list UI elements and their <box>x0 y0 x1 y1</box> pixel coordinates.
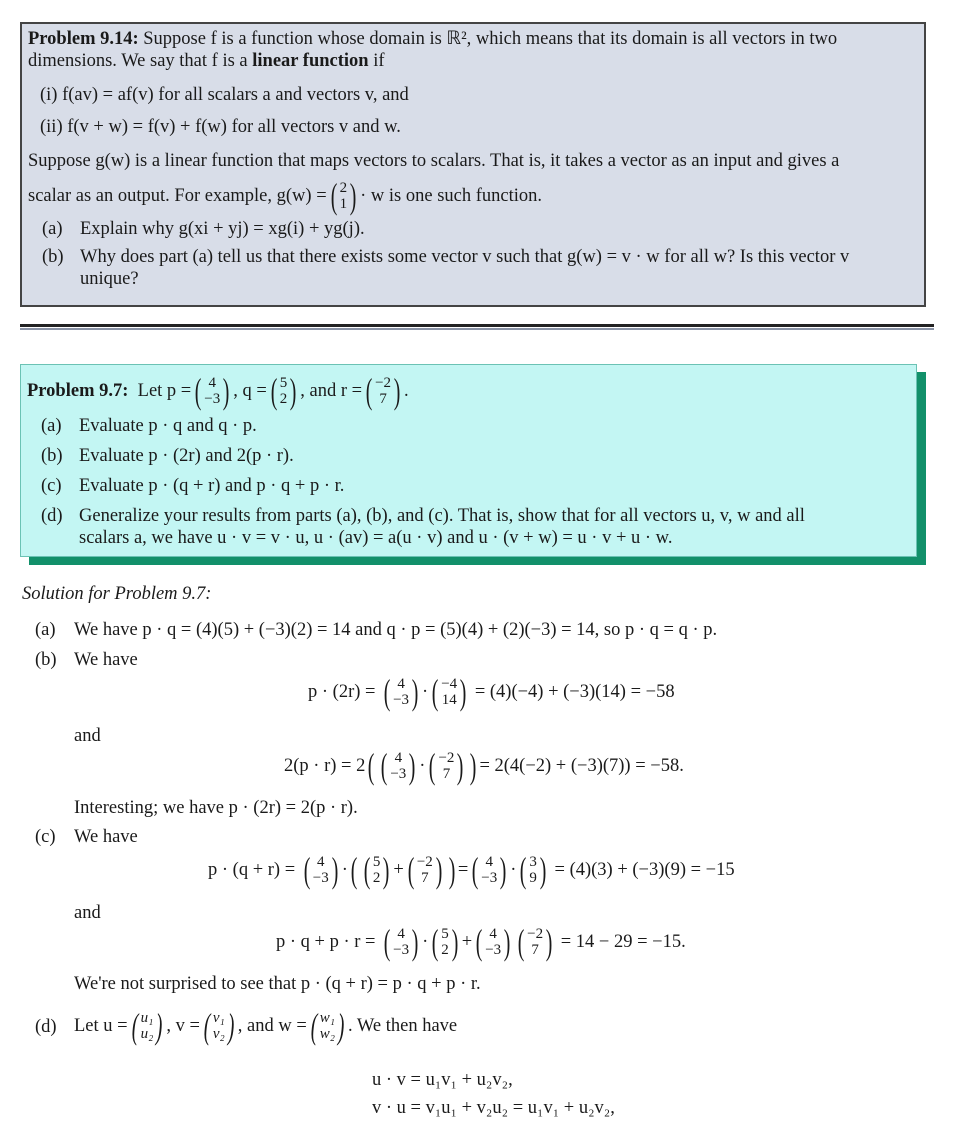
problem-9-14-intro1: Suppose f is a function whose domain is ℝ², which means that its domain is all vectors in two <box>143 29 838 49</box>
vector: ( 5 2 ) <box>363 850 390 890</box>
condition-ii-label: (ii) <box>40 117 63 137</box>
vec-entry: 2 <box>339 180 348 196</box>
problem-9-14-intro-line1 <box>28 28 918 50</box>
solution-c-equation-1 <box>208 848 735 892</box>
dot-operator: · <box>422 681 429 702</box>
dot-operator: · <box>422 931 429 952</box>
vec-entry: −2 <box>416 854 433 870</box>
condition-ii <box>28 116 918 138</box>
paragraph-line2a: scalar as an output. For example, g(w) = <box>28 186 327 206</box>
vector: ( −2 7 ) <box>517 922 553 962</box>
eq-lhs: p · (2r) = <box>308 681 376 702</box>
then-text: . We then have <box>348 1015 458 1036</box>
part-label: (b) <box>41 446 63 466</box>
part-text-line2: scalars a, we have u · v = v · u, u · (av) = a(u · v) and u · (v + w) = u · v + u · w. <box>79 528 673 548</box>
vec-entry: 5 <box>441 926 449 942</box>
eq-lhs: p · (q + r) = <box>208 859 296 880</box>
vec-entry: 14 <box>441 692 457 708</box>
vec-entry: 2 <box>372 870 381 886</box>
vector: ( −2 7 ) <box>429 746 464 786</box>
vec-entry: w₁ <box>319 1010 335 1026</box>
solution-a-label: (a) <box>35 620 56 640</box>
vector: ( 4 −3 ) <box>475 922 511 962</box>
q-label: , q = <box>233 381 267 401</box>
part-b-text-line2: unique? <box>80 269 139 289</box>
dot-operator: · <box>419 755 426 776</box>
plus-operator: + <box>393 859 404 880</box>
vec-entry: u₂ <box>140 1026 154 1042</box>
vec-entry: 4 <box>317 854 325 870</box>
vec-entry: 9 <box>529 870 537 886</box>
paragraph-line2 <box>28 178 918 214</box>
header-end: . <box>404 381 409 401</box>
part-text: Evaluate p · (2r) and 2(p · r). <box>79 446 294 466</box>
vec-entry: −3 <box>390 766 407 782</box>
solution-c-equation-2 <box>276 920 686 964</box>
plus-operator: + <box>461 931 473 952</box>
solution-heading: Solution for Problem 9.7: <box>22 584 212 604</box>
vec-entry: 7 <box>531 942 539 958</box>
solution-a-text: We have p · q = (4)(5) + (−3)(2) = 14 and q · p = (5)(4) + (2)(−3) = 14, so p · q = q · p. <box>74 620 718 640</box>
vec-entry: −4 <box>441 676 458 692</box>
vector: ( 4 −3 ) <box>471 850 507 890</box>
vec-entry: u₁ <box>140 1010 154 1026</box>
vec-entry: w₂ <box>319 1026 335 1042</box>
intro2a: dimensions. We say that f is a <box>28 51 253 71</box>
vec-entry: 7 <box>421 870 429 886</box>
vec-entry: 5 <box>372 854 381 870</box>
paragraph-line1: Suppose g(w) is a linear function that maps vectors to scalars. That is, it takes a vector as an input and gives a <box>28 151 840 171</box>
problem-part <box>27 475 910 497</box>
vec-entry: −3 <box>481 870 498 886</box>
example-vector: ( 2 1 ) <box>330 176 357 216</box>
problem-9-14-box <box>20 22 926 307</box>
eq-lhs: 2(p · r) = 2 <box>284 755 366 776</box>
vec-entry: −3 <box>393 942 410 958</box>
condition-i-label: (i) <box>40 85 58 105</box>
solution-b-note: Interesting; we have p · (2r) = 2(p · r). <box>74 798 358 818</box>
part-text: Evaluate p · (q + r) and p · q + p · r. <box>79 476 345 496</box>
and-text: and <box>74 726 101 746</box>
vector: ( 4 −3 ) <box>383 922 419 962</box>
vec-entry: 4 <box>208 375 216 391</box>
vector-v: ( v₁ v₂ ) <box>203 1006 235 1046</box>
dot-operator: · <box>341 859 348 880</box>
eq-lhs: p · q + p · r = <box>276 931 376 952</box>
vec-entry: 4 <box>394 750 403 766</box>
dot-operator: · <box>510 859 517 880</box>
vector: ( 4 −3 ) <box>381 746 416 786</box>
part-label: (a) <box>41 416 62 436</box>
condition-ii-text: f(v + w) = f(v) + f(w) for all vectors v and w. <box>67 117 401 137</box>
vec-entry: 7 <box>442 766 451 782</box>
vec-entry: 5 <box>279 375 288 391</box>
solution-d-let <box>74 1004 457 1048</box>
section-divider <box>20 324 934 327</box>
vec-entry: v₁ <box>212 1010 225 1026</box>
vec-entry: 2 <box>441 942 449 958</box>
vector-p: ( 4 −3 ) <box>194 371 230 411</box>
vec-entry: 4 <box>397 926 405 942</box>
vec-entry: 4 <box>397 676 405 692</box>
vec-entry: 4 <box>485 854 493 870</box>
vec-entry: 4 <box>489 926 497 942</box>
part-b-text-line1: Why does part (a) tell us that there exists some vector v such that g(w) = v · w for all w? Is this vector v <box>80 247 850 267</box>
eq-rhs: = 14 − 29 = −15. <box>560 931 686 952</box>
vec-entry: −3 <box>312 870 329 886</box>
solution-b-we-have: We have <box>74 650 138 670</box>
solution-d-equation-2: v · u = v₁u₁ + v₂u₂ = u₁v₁ + u₂v₂, <box>372 1098 615 1118</box>
vec-entry: 2 <box>279 391 288 407</box>
problem-9-7-box <box>20 364 917 557</box>
part-text: Generalize your results from parts (a), (b), and (c). That is, show that for all vectors u, v, w and all <box>79 506 805 526</box>
vec-entry: −3 <box>485 942 502 958</box>
part-a-label: (a) <box>42 219 63 239</box>
problem-9-14-intro-line2 <box>28 50 918 72</box>
part-text: Evaluate p · q and q · p. <box>79 416 257 436</box>
and-text: and <box>74 903 101 923</box>
vector: ( 4 −3 ) <box>303 850 339 890</box>
v-label: , v = <box>166 1015 200 1036</box>
solution-b-equation-1 <box>308 670 675 714</box>
let-p: Let p = <box>137 381 192 401</box>
linear-function-term: linear function <box>252 51 369 71</box>
vec-entry: −3 <box>204 391 221 407</box>
part-b <box>28 246 918 290</box>
solution-c-label: (c) <box>35 827 56 847</box>
solution-c-we-have: We have <box>74 827 138 847</box>
vector: ( −4 14 ) <box>431 672 467 712</box>
part-a <box>28 218 918 240</box>
solution-b-equation-2 <box>284 744 684 788</box>
problem-part <box>27 445 910 467</box>
vector-q: ( 5 2 ) <box>270 371 297 411</box>
outer-paren-open: ( <box>350 850 358 890</box>
solution-b-label: (b) <box>35 650 57 670</box>
vec-entry: 3 <box>529 854 537 870</box>
outer-paren-close: ) <box>448 850 456 890</box>
vec-entry: 1 <box>339 196 348 212</box>
problem-part <box>27 415 910 437</box>
vector-r: ( −2 7 ) <box>365 371 401 411</box>
equals-operator: = <box>457 859 469 880</box>
problem-9-14-title: Problem 9.14: <box>28 29 139 49</box>
vec-entry: −2 <box>375 375 392 391</box>
vec-entry: −2 <box>527 926 544 942</box>
r-label: , and r = <box>300 381 363 401</box>
vec-entry: 7 <box>379 391 387 407</box>
w-label: , and w = <box>237 1015 307 1036</box>
vector: ( 5 2 ) <box>431 922 459 962</box>
vector: ( 3 9 ) <box>520 850 547 890</box>
part-a-text: Explain why g(xi + yj) = xg(i) + yg(j). <box>80 219 365 239</box>
vector-u: ( u₁ u₂ ) <box>131 1006 163 1046</box>
eq-rhs: = 2(4(−2) + (−3)(7)) = −58. <box>479 755 684 776</box>
vector-w: ( w₁ w₂ ) <box>310 1006 345 1046</box>
outer-paren-open: ( <box>368 746 375 786</box>
condition-i-text: f(av) = af(v) for all scalars a and vectors v, and <box>62 85 409 105</box>
part-label: (d) <box>41 506 63 526</box>
intro2c: if <box>368 51 385 71</box>
eq-rhs: = (4)(−4) + (−3)(14) = −58 <box>474 681 675 702</box>
problem-9-7-header <box>27 371 910 411</box>
section-divider-shadow <box>20 328 934 330</box>
vec-entry: −3 <box>393 692 410 708</box>
problem-part <box>27 505 910 549</box>
problem-9-7-title: Problem 9.7: <box>27 381 129 401</box>
solution-d-equation-1: u · v = u₁v₁ + u₂v₂, <box>372 1070 513 1090</box>
part-label: (c) <box>41 476 62 496</box>
paragraph-line2b: · w is one such function. <box>360 186 543 206</box>
vec-entry: v₂ <box>212 1026 225 1042</box>
let-u: Let u = <box>74 1015 128 1036</box>
condition-i <box>28 84 918 106</box>
vec-entry: −2 <box>438 750 455 766</box>
eq-rhs: = (4)(3) + (−3)(9) = −15 <box>554 859 735 880</box>
vector: ( 4 −3 ) <box>383 672 419 712</box>
part-b-label: (b) <box>42 247 64 267</box>
outer-paren-close: ) <box>470 746 477 786</box>
solution-d-label: (d) <box>35 1017 57 1037</box>
solution-c-note: We're not surprised to see that p · (q + r) = p · q + p · r. <box>74 974 481 994</box>
vector: ( −2 7 ) <box>407 850 443 890</box>
